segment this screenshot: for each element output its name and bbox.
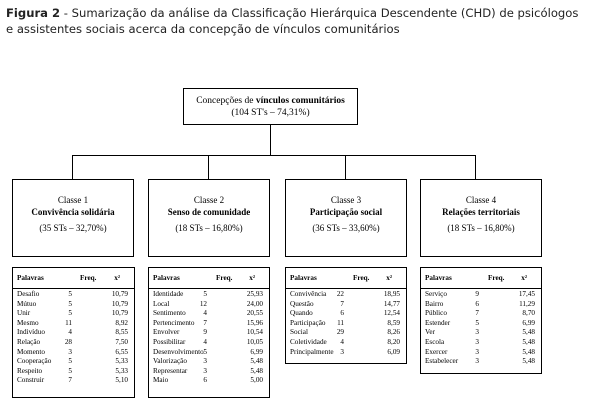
word-cell: Local — [153, 299, 170, 308]
freq-cell: 29 — [336, 328, 344, 337]
class-1-table-body — [13, 290, 134, 386]
class-2-table-body — [149, 290, 269, 386]
table-row — [149, 376, 269, 386]
table-row — [286, 348, 406, 358]
freq-cell: 3 — [475, 357, 479, 366]
words-header: Palavras — [290, 274, 317, 282]
freq-cell: 12 — [199, 299, 207, 308]
freq-cell: 5 — [68, 366, 72, 375]
chi2-cell: 10,79 — [111, 290, 128, 298]
word-cell: Indivíduo — [17, 328, 45, 337]
connector-class2 — [208, 155, 209, 179]
chi2-cell: 6,99 — [250, 347, 263, 356]
freq-cell: 6 — [475, 299, 479, 308]
freq-cell: 22 — [336, 290, 344, 298]
freq-cell: 4 — [203, 337, 207, 346]
word-cell: Desenvolvimento — [153, 347, 204, 356]
table-row — [13, 357, 134, 367]
word-cell: Convivência — [290, 290, 327, 298]
class-2-node — [148, 179, 270, 257]
class-1-table-header — [13, 268, 134, 289]
chi2-cell: 25,93 — [246, 290, 263, 298]
class-2-stats: (18 STs – 16,80%) — [175, 223, 243, 233]
connector-horizontal — [72, 155, 475, 156]
table-row — [13, 319, 134, 329]
table-row — [13, 376, 134, 386]
freq-cell: 3 — [203, 357, 207, 366]
class-4-node — [420, 179, 542, 257]
chi2-cell: 8,59 — [387, 318, 400, 327]
word-cell: Público — [425, 309, 447, 318]
chi2-header: x² — [114, 274, 120, 282]
table-row — [149, 338, 269, 348]
word-cell: Construir — [17, 376, 45, 385]
chi2-cell: 14,77 — [383, 299, 400, 308]
chi2-cell: 5,33 — [115, 366, 128, 375]
word-cell: Unir — [17, 309, 31, 318]
class-2-name: Senso de comunidade — [167, 207, 251, 217]
chi2-cell: 5,48 — [250, 366, 263, 375]
chi2-header: x² — [386, 274, 392, 282]
class-1-title: Classe 1 — [57, 195, 89, 205]
word-cell: Serviço — [425, 290, 447, 298]
class-2-table — [148, 267, 270, 398]
freq-cell: 3 — [475, 337, 479, 346]
chi2-cell: 5,10 — [115, 376, 128, 385]
freq-cell: 5 — [475, 318, 479, 327]
table-row — [286, 319, 406, 329]
chi2-cell: 5,00 — [250, 376, 263, 385]
table-row — [13, 348, 134, 358]
figure-label: Figura 2 — [6, 6, 61, 20]
freq-cell: 3 — [475, 347, 479, 356]
words-header: Palavras — [153, 274, 180, 282]
freq-cell: 4 — [203, 309, 207, 318]
word-cell: Desafio — [17, 290, 40, 298]
word-cell: Valorização — [153, 357, 187, 366]
word-cell: Exercer — [425, 347, 448, 356]
word-cell: Ver — [425, 328, 435, 337]
freq-cell: 28 — [64, 337, 72, 346]
root-title-bold: vínculos comunitários — [255, 96, 345, 106]
class-3-stats: (36 STs – 33,60%) — [312, 223, 380, 233]
connector-class3 — [345, 155, 346, 179]
word-cell: Participação — [290, 318, 326, 327]
word-cell: Mesmo — [17, 318, 39, 327]
freq-cell: 5 — [68, 309, 72, 318]
freq-cell: 5 — [203, 290, 207, 298]
chi2-cell: 7,50 — [115, 337, 128, 346]
freq-cell: 11 — [337, 318, 344, 327]
chi2-cell: 20,55 — [246, 309, 263, 318]
class-1-table — [12, 267, 135, 398]
chi2-cell: 6,99 — [522, 318, 535, 327]
freq-cell: 5 — [203, 347, 207, 356]
word-cell: Possibilitar — [153, 337, 186, 346]
freq-cell: 3 — [340, 347, 344, 356]
word-cell: Bairro — [425, 299, 444, 308]
chi2-cell: 10,05 — [246, 337, 263, 346]
word-cell: Representar — [153, 366, 188, 375]
table-row — [149, 328, 269, 338]
word-cell: Cooperação — [17, 357, 52, 366]
freq-cell: 6 — [340, 309, 344, 318]
table-row — [13, 367, 134, 377]
class-3-name: Participação social — [309, 207, 383, 217]
class-1-node — [12, 179, 134, 257]
class-4-table-header — [421, 268, 541, 289]
freq-header: Freq. — [80, 274, 97, 282]
class-4-table-body — [421, 290, 541, 367]
root-subtitle: (104 ST's – 74,31%) — [231, 108, 310, 118]
table-row — [149, 367, 269, 377]
word-cell: Momento — [17, 347, 45, 356]
chi2-cell: 8,70 — [522, 309, 535, 318]
table-row — [149, 300, 269, 310]
freq-cell: 7 — [203, 318, 207, 327]
word-cell: Estender — [425, 318, 451, 327]
class-4-title: Classe 4 — [465, 195, 497, 205]
chi2-cell: 5,33 — [115, 357, 128, 366]
table-row — [421, 357, 541, 367]
freq-header: Freq. — [488, 274, 505, 282]
table-row — [286, 338, 406, 348]
chi2-cell: 5,48 — [522, 347, 535, 356]
word-cell: Quando — [290, 309, 313, 318]
class-1-name: Convivência solidária — [31, 207, 115, 217]
table-row — [421, 309, 541, 319]
chi2-header: x² — [249, 274, 255, 282]
table-row — [149, 348, 269, 358]
freq-cell: 4 — [68, 328, 72, 337]
chi2-cell: 6,09 — [387, 347, 400, 356]
freq-cell: 3 — [475, 328, 479, 337]
connector-class1 — [72, 155, 73, 179]
word-cell: Social — [290, 328, 308, 337]
class-4-table — [420, 267, 542, 374]
table-row — [421, 300, 541, 310]
table-row — [13, 338, 134, 348]
freq-cell: 5 — [68, 299, 72, 308]
word-cell: Identidade — [153, 290, 184, 298]
chi2-cell: 5,48 — [522, 357, 535, 366]
class-2-title: Classe 2 — [193, 195, 225, 205]
word-cell: Mútuo — [17, 299, 37, 308]
class-1-stats: (35 STs – 32,70%) — [39, 223, 107, 233]
words-header: Palavras — [17, 274, 44, 282]
word-cell: Maio — [153, 376, 169, 385]
chi2-cell: 5,48 — [522, 337, 535, 346]
table-row — [149, 357, 269, 367]
chi2-cell: 11,29 — [519, 299, 535, 308]
figure-caption — [6, 5, 581, 37]
freq-cell: 11 — [65, 318, 72, 327]
freq-cell: 4 — [340, 337, 344, 346]
table-row — [421, 348, 541, 358]
chi2-cell: 8,92 — [115, 318, 128, 327]
root-title-prefix: Concepções de — [196, 96, 256, 106]
table-row — [149, 290, 269, 300]
table-row — [286, 309, 406, 319]
freq-cell: 3 — [203, 366, 207, 375]
chi2-cell: 6,55 — [115, 347, 128, 356]
table-row — [149, 309, 269, 319]
word-cell: Sentimento — [153, 309, 186, 318]
table-row — [13, 290, 134, 300]
word-cell: Estabelecer — [425, 357, 459, 366]
word-cell: Questão — [290, 299, 314, 308]
chi2-cell: 10,54 — [246, 328, 263, 337]
table-row — [286, 328, 406, 338]
class-3-table-body — [286, 290, 406, 357]
table-row — [421, 338, 541, 348]
root-title — [184, 95, 357, 107]
freq-cell: 5 — [68, 290, 72, 298]
freq-cell: 9 — [203, 328, 207, 337]
chi2-cell: 12,54 — [383, 309, 400, 318]
word-cell: Respeito — [17, 366, 43, 375]
class-3-node — [285, 179, 407, 257]
figure-caption-text: - Sumarização da análise da Classificação Hierárquica Descendente (CHD) de psicólogos e assistentes sociais acerca da concepção de vínculos comunitários — [6, 6, 579, 36]
table-row — [13, 328, 134, 338]
chi2-header: x² — [521, 274, 527, 282]
words-header: Palavras — [425, 274, 452, 282]
table-row — [149, 319, 269, 329]
freq-cell: 3 — [68, 347, 72, 356]
class-4-name: Relações territoriais — [442, 207, 520, 217]
class-3-table — [285, 267, 407, 364]
table-row — [286, 300, 406, 310]
table-row — [13, 309, 134, 319]
table-row — [421, 319, 541, 329]
freq-cell: 6 — [203, 376, 207, 385]
root-node — [183, 88, 358, 125]
chi2-cell: 17,45 — [518, 290, 535, 298]
chi2-cell: 15,96 — [246, 318, 263, 327]
connector-root-down — [270, 125, 271, 155]
word-cell: Envolver — [153, 328, 180, 337]
chi2-cell: 8,20 — [387, 337, 400, 346]
class-3-title: Classe 3 — [330, 195, 362, 205]
table-row — [421, 328, 541, 338]
class-2-table-header — [149, 268, 269, 289]
chi2-cell: 10,79 — [111, 299, 128, 308]
chi2-cell: 5,48 — [250, 357, 263, 366]
connector-class4 — [475, 155, 476, 179]
freq-cell: 7 — [475, 309, 479, 318]
class-3-table-header — [286, 268, 406, 289]
chi2-cell: 24,00 — [246, 299, 263, 308]
freq-cell: 7 — [340, 299, 344, 308]
word-cell: Coletividade — [290, 337, 327, 346]
table-row — [286, 290, 406, 300]
freq-cell: 9 — [475, 290, 479, 298]
class-4-stats: (18 STs – 16,80%) — [447, 223, 515, 233]
word-cell: Pertencimento — [153, 318, 195, 327]
table-row — [13, 300, 134, 310]
freq-header: Freq. — [216, 274, 233, 282]
word-cell: Relação — [17, 337, 41, 346]
chi2-cell: 18,95 — [383, 290, 400, 298]
word-cell: Principalmente — [290, 347, 334, 356]
word-cell: Escola — [425, 337, 445, 346]
chi2-cell: 5,48 — [522, 328, 535, 337]
freq-cell: 5 — [68, 357, 72, 366]
freq-cell: 7 — [68, 376, 72, 385]
freq-header: Freq. — [353, 274, 370, 282]
table-row — [421, 290, 541, 300]
chi2-cell: 10,79 — [111, 309, 128, 318]
chi2-cell: 8,55 — [115, 328, 128, 337]
chi2-cell: 8,26 — [387, 328, 400, 337]
